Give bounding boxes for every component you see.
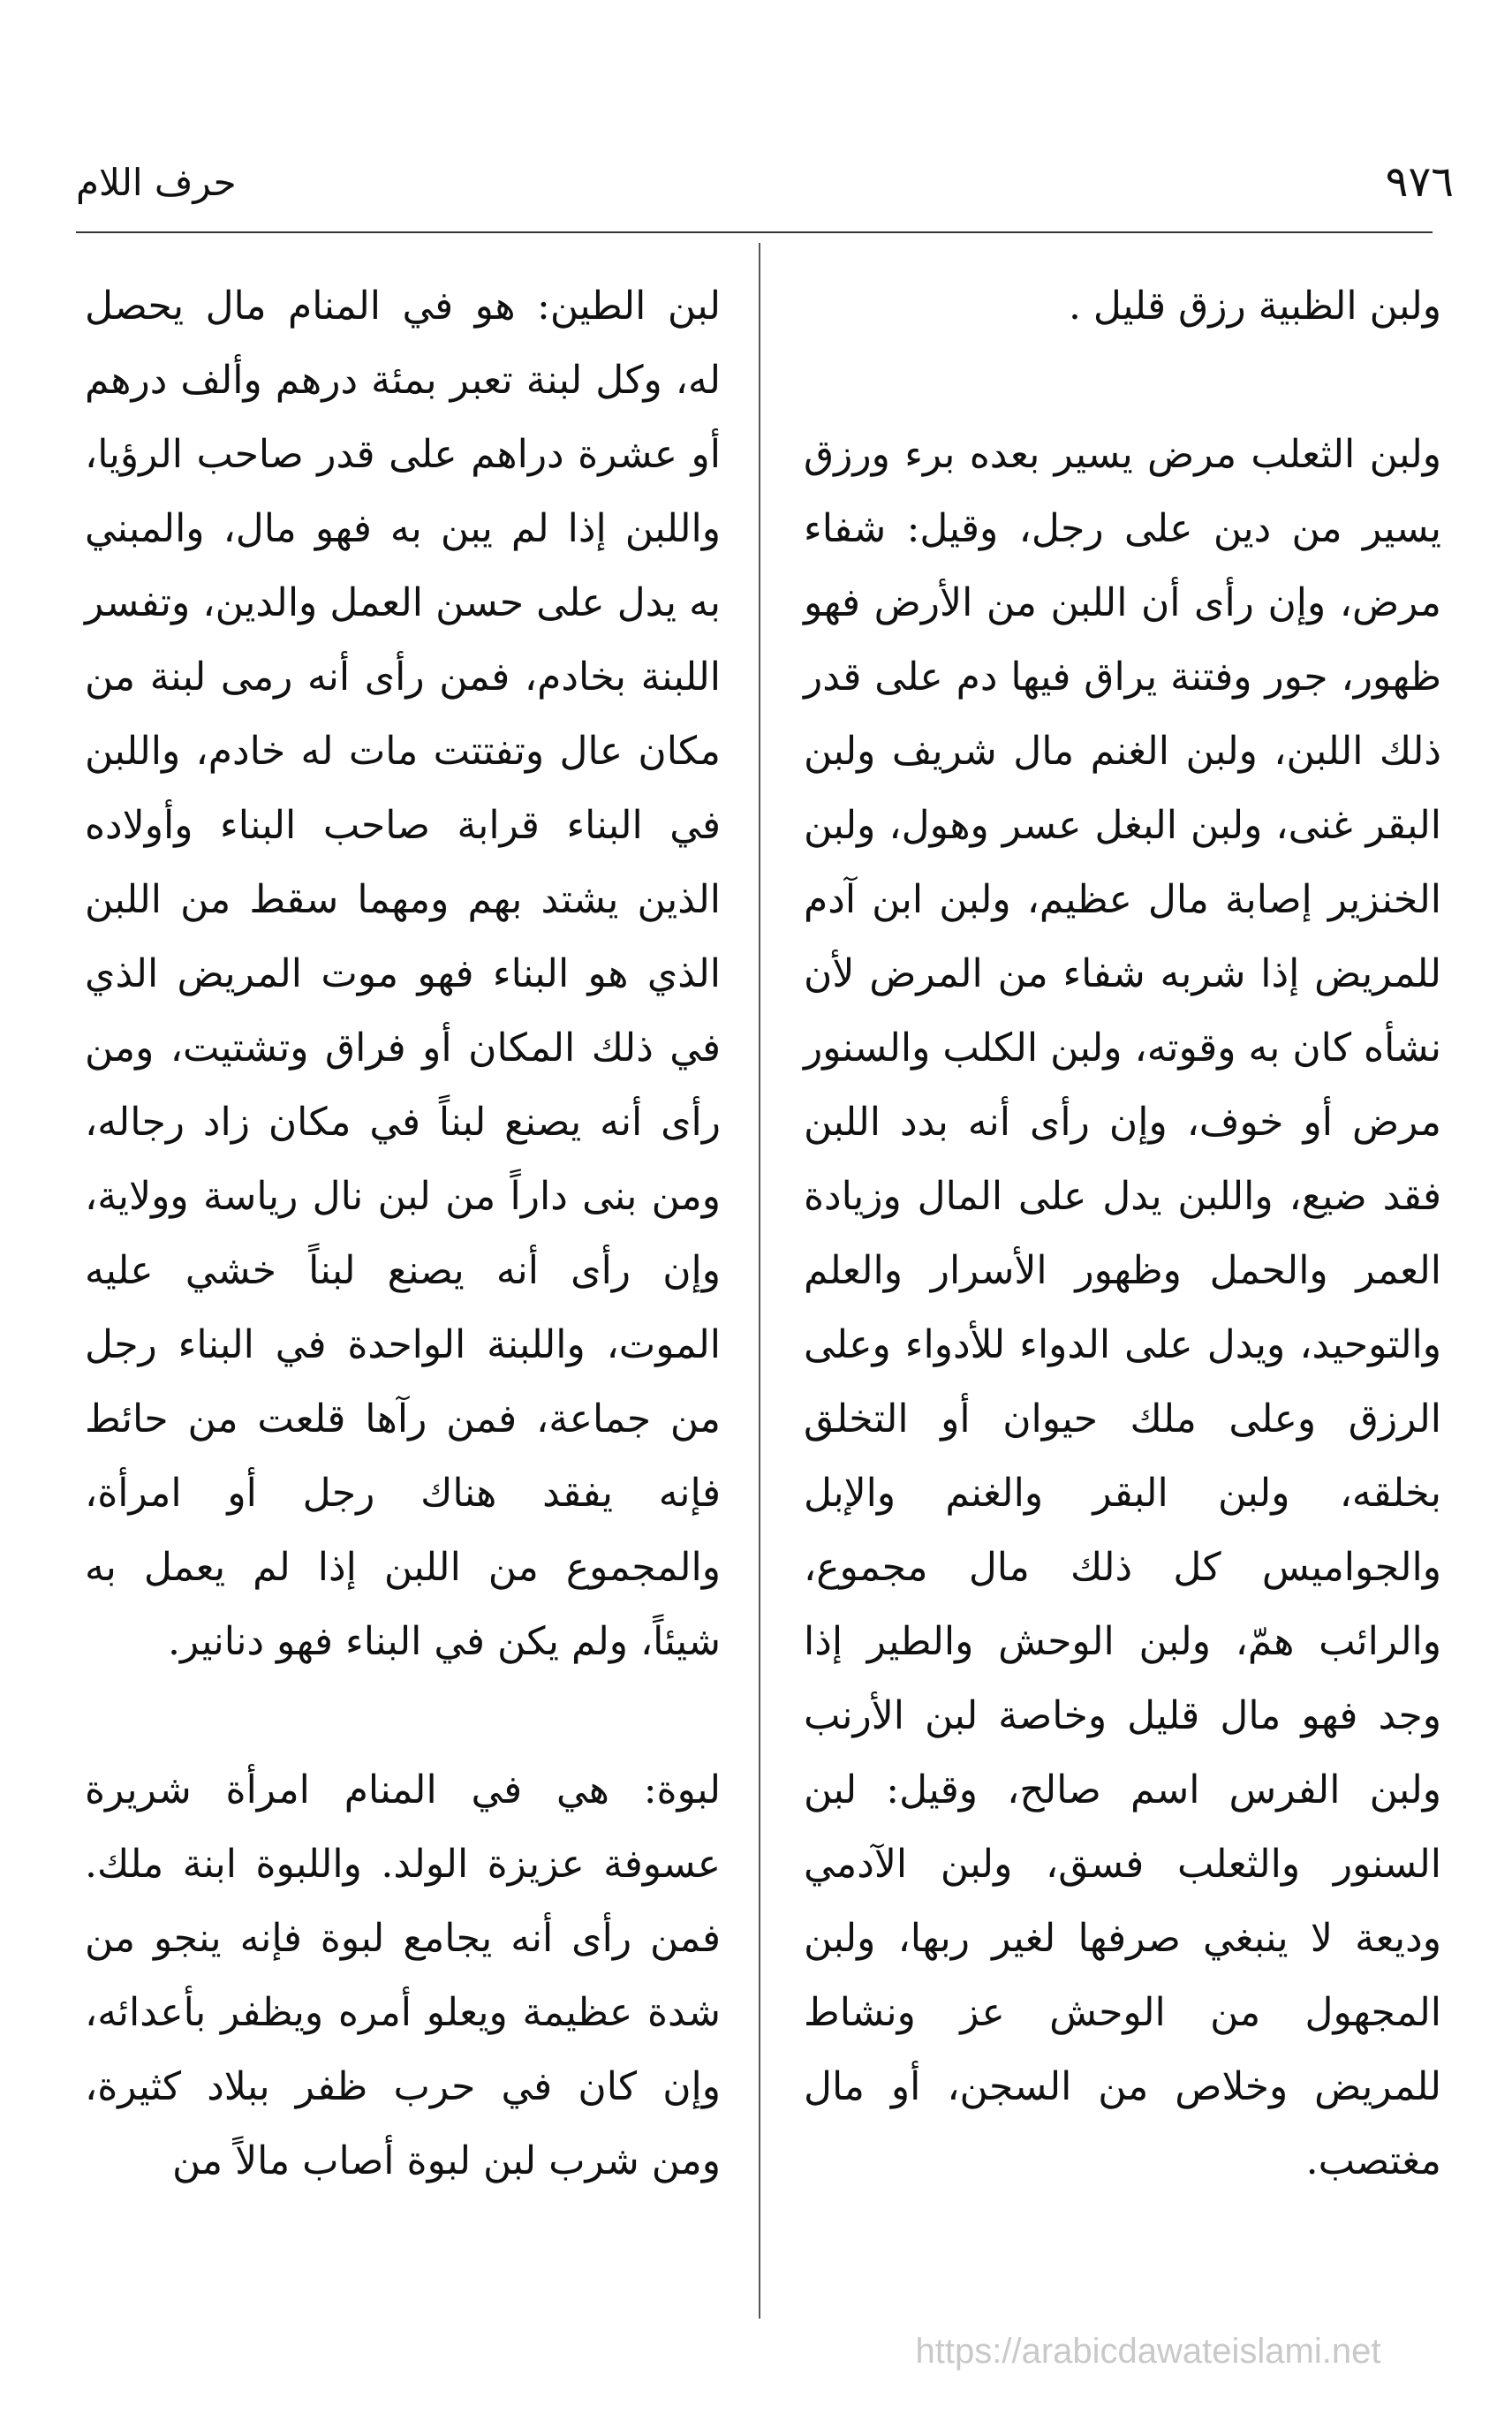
running-head: حرف اللام [76, 161, 237, 204]
left-column [85, 269, 721, 2198]
entry-mud-brick: لبن الطين: هو في المنام مال يحصل له، وكل لبنة تعبر بمئة درهم وألف درهم أو عشرة دراهم على قدر صاحب الرؤيا، واللبن إذا لم يبن به فهو مال، والمبني به يدل على حسن العمل والدين، وتفسر اللبنة بخادم، فمن رأى أنه رمى لبنة من مكان عال وتفتتت مات له خادم، واللبن في البناء قرابة صاحب البناء وأولاده الذين يشتد بهم ومهما سقط من اللبن الذي هو البناء فهو موت المريض الذي في ذلك المكان أو فراق وتشتيت، ومن رأى أنه يصنع لبناً في مكان زاد رجاله، ومن بنى داراً من لبن نال رياسة وولاية، وإن رأى أنه يصنع لبناً خشي عليه الموت، واللبنة الواحدة في البناء رجل من جماعة، فمن رآها قلعت من حائط فإنه يفقد هناك رجل أو امرأة، والمجموع من اللبن إذا لم يعمل به شيئاً، ولم يكن في البناء فهو دنانير. [85, 284, 721, 1664]
watermark-url: https://arabicdawateislami.net [915, 2332, 1381, 2371]
entry-spacer [804, 344, 1441, 418]
entry-fox-milk: ولبن الثعلب مرض يسير بعده برء ورزق يسير من دين على رجل، وقيل: شفاء مرض، وإن رأى أن اللبن من الأرض فهو ظهور، جور وفتنة يراق فيها دم على قدر ذلك اللبن، ولبن الغنم مال شريف ولبن البقر غنى، ولبن البغل عسر وهول، ولبن الخنزير إصابة مال عظيم، ولبن ابن آدم للمريض إذا شربه شفاء من المرض لأن نشأه كان به وقوته، ولبن الكلب والسنور مرض أو خوف، وإن رأى أنه بدد اللبن فقد ضيع، واللبن يدل على المال وزيادة العمر والحمل وظهور الأسرار والعلم والتوحيد، ويدل على الدواء للأدواء وعلى الرزق وعلى ملك حيوان أو التخلق بخلقه، ولبن البقر والغنم والإبل والجواميس كل ذلك مال مجموع، والرائب همّ، ولبن الوحش والطير إذا وجد فهو مال قليل وخاصة لبن الأرنب ولبن الفرس اسم صالح، وقيل: لبن السنور والثعلب فسق، ولبن الآدمي وديعة لا ينبغي صرفها لغير ربها، ولبن المجهول من الوحش عز ونشاط للمريض وخلاص من السجن، أو مال مغتصب. [804, 432, 1441, 2183]
column-divider [759, 243, 760, 2319]
entry-lioness: لبوة: هي في المنام امرأة شريرة عسوفة عزيزة الولد. واللبوة ابنة ملك. فمن رأى أنه يجامع لبوة فإنه ينجو من شدة عظيمة ويعلو أمره ويظفر بأعدائه، وإن كان في حرب ظفر ببلاد كثيرة، ومن شرب لبن لبوة أصاب مالاً من [85, 1767, 721, 2183]
entry-spacer [85, 1679, 721, 1753]
entry-gazelle-milk: ولبن الظبية رزق قليل . [1068, 284, 1441, 329]
page-number: ٩٧٦ [1385, 157, 1454, 207]
header-rule [76, 231, 1433, 233]
right-column [804, 269, 1441, 2198]
page-header [76, 157, 1454, 237]
